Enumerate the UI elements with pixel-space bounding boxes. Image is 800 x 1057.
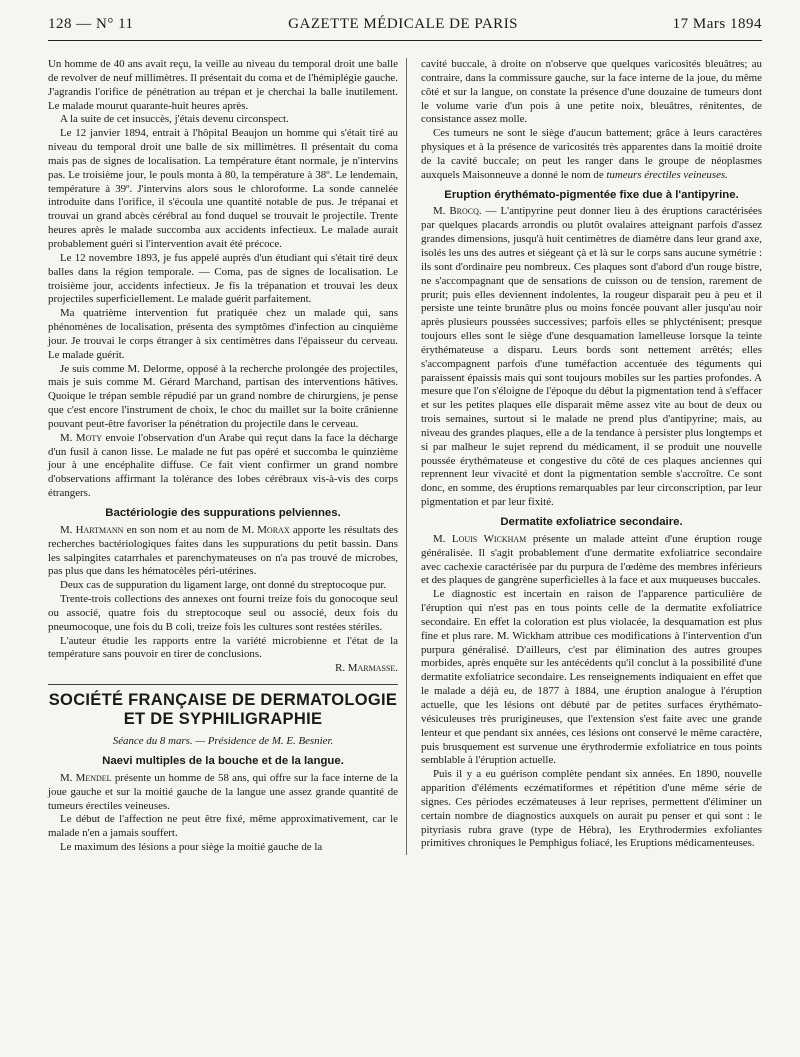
author-name: M. Morax	[241, 523, 290, 536]
page-number: 128	[48, 16, 72, 32]
paragraph: Le diagnostic est incertain en raison de l'apparence particulière de l'éruption qui n'est pas en tous points celle de la dermatite exfoliatrice secondaire. En effet la coloration est plus violacée, la desquamation est plus fine et plus rare. M. Wickham attribue ces modifications à l'intervention d'un purpura généralisé. D'ailleurs, c'est par élimination des autres groupes morbides, après enquête sur les antécédents qu'il conclut à la possibilité d'une dermatite exfoliatrice secondaire. Les renseignements indiquaient en effet que le malade a déjà eu, de 1877 à 1884, une éruption analogue à l'éruption actuelle, que les lésions ont débuté par de petites surfaces érythémato-vésiculeuses très prurigineuses, que l'extension s'est faite avec une grande lenteur et que pendant six années, ces lésions ont conservé le même caractère, puis brusquement est survenue une érythrodermie exfoliatrice en tous points semblable à l'éruption actuelle.	[421, 588, 762, 767]
section-heading: Naevi multiples de la bouche et de la langue.	[102, 754, 344, 767]
author-name: M. Moty	[60, 431, 103, 444]
paragraph: M. Mendel présente un homme de 58 ans, qui offre sur la face interne de la joue gauche et sur la moitié gauche de la langue une assez grande quantité de tumeurs érectiles veineuses.	[48, 771, 399, 812]
author-name: M. Brocq.	[433, 205, 482, 218]
paragraph: Puis il y a eu guérison complète pendant six années. En 1890, nouvelle apparition d'éléments eczématiformes et répétition d'une même série de signes. Ces périodes eczémateuses à leur reprises, permettent d'éliminer un certain nombre de diagnostics auxquels on aurait pu penser et qui sont : le pityriasis rubra grave (type de Hébra), les Erythrodermies exfoliantes primitives chroniques le Pemphigus foliacé, les Eruptions médicamenteuses.	[421, 768, 762, 850]
paragraph: Deux cas de suppuration du ligament large, ont donné du streptocoque pur.	[60, 579, 387, 592]
paragraph: Le maximum des lésions a pour siège la moitié gauche de la	[60, 841, 323, 854]
journal-title: GAZETTE MÉDICALE DE PARIS	[288, 16, 519, 32]
header-rule	[48, 40, 762, 41]
page-header	[48, 16, 762, 38]
author-name: M. Louis Wickham	[433, 532, 527, 545]
paragraph: Trente-trois collections des annexes ont fourni treize fois du gonocoque seul ou associé, quatre fois du streptocoque seul ou associé, deux fois du pneumocoque, une fois du B coli, treize fois les cultures sont restées stériles.	[48, 593, 398, 633]
section-heading: Bactériologie des suppurations pelviennes.	[105, 507, 341, 519]
left-column	[48, 58, 407, 855]
section-heading: Eruption érythémato-pigmentée fixe due à l'antipyrine.	[444, 188, 739, 201]
paragraph: M. Louis Wickham présente un malade atteint d'une éruption rouge généralisée. Il s'agit probablement d'une dermatite exfoliatrice secondaire avec cachexie caractérisée par du purpura de l'œdème des membres inférieurs et des plaques de gangrène superficielles à la face et aux muqueuses buccales.	[421, 532, 762, 587]
paragraph: Le début de l'affection ne peut être fixé, même approximativement, car le malade n'en a jamais souffert.	[48, 813, 398, 840]
section-heading: Dermatite exfoliatrice secondaire.	[500, 516, 683, 528]
session-line: Séance du 8 mars. — Présidence de M. E. Besnier.	[112, 735, 334, 748]
divider	[48, 684, 398, 685]
paragraph: M. Hartmann en son nom et au nom de M. Morax apporte les résultats des recherches bactériologiques faites dans les suppurations du petit bassin. Dans les salpingites catarrhales et parenchymateuses on n'a pas trouvé de microbes, pas plus que dans les hématocèles péri-utérines.	[48, 523, 398, 578]
paragraph: Ces tumeurs ne sont le siège d'aucun battement; grâce à leurs caractères physiques et à la présence de varicosités très apparentes dans la moitié droite de la cavité buccale; on peut les ranger dans le groupe de néoplasmes auxquels Maisonneuve a donné le nom de tumeurs érectiles veineuses.	[421, 127, 762, 181]
paragraph: Je suis comme M. Delorme, opposé à la recherche prolongée des projectiles, mais je suis comme M. Gérard Marchand, partisan des interventions hâtives. Quoique le trépan semble répudié par un grand nombre de chirurgiens, je pense que c'est encore l'instrument de choix, le choc du maillet sur la boite crânienne pouvant peut-être favoriser la pénétration du projectile dans le cerveau.	[48, 362, 398, 430]
emphasis: tumeurs érectiles veineuses.	[606, 168, 728, 181]
right-column	[421, 58, 762, 855]
paragraph: Un homme de 40 ans avait reçu, la veille au niveau du temporal droit une balle de revolver de neuf millimètres. Il présentait du coma et de l'hémiplégie gauche. J'agrandis l'orifice de pénétration au trépan et je cherchai la balle inutilement. Le malade mourut quarante-huit heures après.	[48, 58, 398, 112]
issue-date: 17 Mars 1894	[672, 16, 762, 32]
society-title-line2: ET DE SYPHILIGRAPHIE	[123, 710, 323, 729]
paragraph: A la suite de cet insuccès, j'étais devenu circonspect.	[60, 113, 289, 126]
author-name: M. Mendel	[60, 771, 112, 784]
paragraph: Le 12 janvier 1894, entrait à l'hôpital Beaujon un homme qui s'était tiré au niveau du temporal droit une balle de six millimètres. Il présentait du coma mais pas de signes de localisation. La température étant normale, je n'intervins pas. Le troisième jour, le pouls monta à 80, la température à 38º. Le lendemain, température à 39º. J'intervins alors sous le chloroforme. La sonde cannelée introduite dans l'orifice, il s'écoula une quantité notable de pus. Je trépanai et trouvai un grand abcès cérébral au fond duquel se trouvait le projectile. Trente heures après le malade succomba aux accidents infectieux. Le malade aurait probablement guéri si l'intervention avait été précoce.	[48, 127, 398, 250]
paragraph: Le 12 novembre 1893, je fus appelé auprès d'un étudiant qui s'était tiré deux balles dans la région temporale. — Coma, pas de signes de localisation. Le troisième jour, accidents infectieux. Je fis la trépanation et trouvai les deux projectiles superficiellement. Le malade guérit parfaitement.	[48, 251, 398, 306]
signature: R. Marmasse.	[335, 662, 398, 675]
society-title-line1: SOCIÉTÉ FRANÇAISE DE DERMATOLOGIE	[48, 691, 398, 710]
paragraph: Ma quatrième intervention fut pratiquée chez un malade qui, sans phénomènes de localisation, présenta des symptômes d'infection au cinquième jour. Je trouvai le corps étranger à six centimètres dans l'épaisseur du cerveau. Le malade guérit.	[48, 307, 398, 361]
author-name: M. Hartmann	[60, 523, 124, 536]
paragraph: cavité buccale, à droite on n'observe que quelques varicosités bleuâtres; au contraire, dans la commissure gauche, sur la face interne de la joue, du même côté et sur la langue, on constate la présence d'une douzaine de tumeurs dont le volume varie d'un pois à une petite noix, bleuâtres, rénitentes, de consistance assez molle.	[421, 58, 762, 126]
paragraph: M. Moty envoie l'observation d'un Arabe qui reçut dans la face la décharge d'un fusil à canon lisse. Le malade ne fut pas opéré et succomba le quinzième jour à une encéphalite diffuse. Ce fait vient confirmer un grand nombre d'observations affirmant la tolérance des lobes cérébraux vis-à-vis des corps étrangers.	[48, 431, 398, 500]
issue-number: — N° 11	[76, 16, 134, 32]
paragraph: L'auteur étudie les rapports entre la variété microbienne et l'état de la température sans pouvoir en tirer de conclusions.	[48, 634, 398, 661]
paragraph: M. Brocq. — L'antipyrine peut donner lieu à des éruptions caractérisées par quelques placards arrondis ou plutôt ovalaires atteignant parfois d'assez grandes dimensions, jusqu'à huit centimètres de diamètre dans leur grand axe, isolés les uns des autres et siégeant çà et là sur le corps sans aucune symétrie : ils sont d'ordinaire peu nombreux. Ces plaques sont d'abord d'un rouge bistre, ne s'accompagnant que de sensations de cuisson ou de tension, rarement de prurit; puis elles deviennent indolentes, la rougeur disparait peu à peu et il persiste une teinte brunâtre plus ou moins foncée pouvant aller jusqu'au noir après plusieurs poussées successives; parfois elles se phlycténisent; presque toujours elles sont le siège d'une desquamation lamelleuse lorsque la teinte érythémateuse a disparu. Leurs bords sont nettement arrêtés; elles s'accompagnent parfois d'une tuméfaction accentuée des téguments qui paraissent épaissis mais qui sont toujours mobiles sur les parties profondes. A mesure que l'on s'éloigne de l'époque du début la pigmentation tend à s'effacer et sur les petites plaques elle disparait même assez vite au bout de deux ou trois semaines, surtout si le malade ne prend plus d'antipyrine; mais, au niveau des grandes plaques, elle a de la tendance à persister plus longtemps et si par malheur le sujet reprend du médicament, il se produit une nouvelle poussée érythémateuse et congestive du côté de ces plaques anciennes qui reprennent leur vivacité et dont la pigmentation semble s'accroître. Ce sont donc, en somme, des éruptions remarquables par leur circonscription, par leur pigmentation et par leur fixité.	[421, 205, 762, 509]
